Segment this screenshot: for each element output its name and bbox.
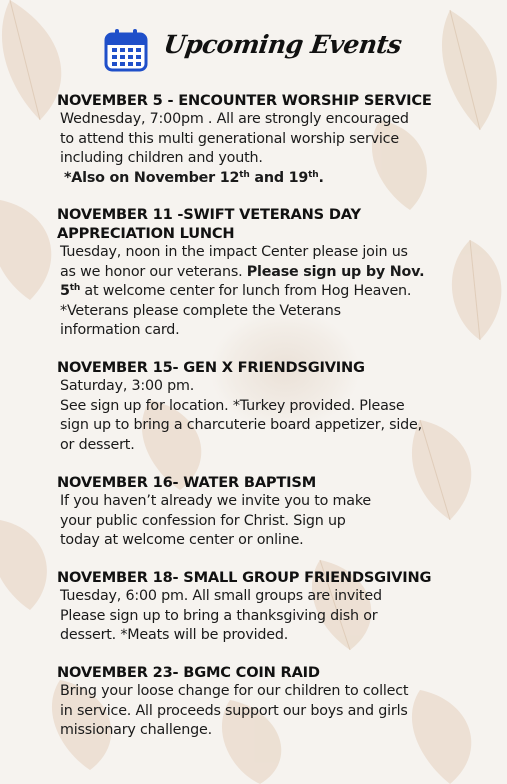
event-line: dessert. *Meats will be provided. xyxy=(60,627,289,643)
event-title: NOVEMBER 5 - ENCOUNTER WORSHIP SERVICE xyxy=(57,92,432,109)
event-description xyxy=(60,492,487,551)
event-title: NOVEMBER 15- GEN X FRIENDSGIVING xyxy=(57,359,365,376)
event-line: in service. All proceeds support our boys and girls xyxy=(60,702,408,719)
event-title: NOVEMBER 23- BGMC COIN RAID xyxy=(57,664,320,681)
event-nov-5 xyxy=(57,91,487,188)
event-line: today at welcome center or online. xyxy=(60,532,304,548)
event-line: to attend this multi generational worship service xyxy=(60,130,399,147)
event-line: your public confession for Christ. Sign up xyxy=(60,512,346,529)
event-line: Wednesday, 7:00pm . All are strongly encouraged xyxy=(60,111,409,127)
event-line: See sign up for location. *Turkey provided. Please xyxy=(60,397,405,414)
event-description xyxy=(60,377,487,455)
event-line: sign up to bring a charcuterie board appetizer, side, xyxy=(60,417,422,433)
event-line: If you haven’t already we invite you to make xyxy=(60,493,371,509)
event-description xyxy=(60,243,487,341)
event-line: information card. xyxy=(60,322,180,338)
event-line: Please sign up to bring a thanksgiving dish or xyxy=(60,607,378,624)
event-line: 5th at welcome center for lunch from Hog Heaven. xyxy=(60,283,412,299)
page-title: Upcoming Events xyxy=(161,30,404,59)
event-title: NOVEMBER 16- WATER BAPTISM xyxy=(57,474,317,491)
event-nov-23 xyxy=(57,663,487,741)
event-line: *Veterans please complete the Veterans xyxy=(60,302,341,319)
event-nov-15 xyxy=(57,358,487,455)
event-description xyxy=(60,110,487,188)
event-line: as we honor our veterans. Please sign up by Nov. xyxy=(60,263,425,280)
event-description xyxy=(60,587,487,646)
event-note: *Also on November 12th and 19th. xyxy=(64,169,324,186)
event-title: NOVEMBER 18- SMALL GROUP FRIENDSGIVING xyxy=(57,569,432,586)
event-description xyxy=(60,682,487,741)
event-line: Bring your loose change for our children to collect xyxy=(60,683,409,699)
event-line: Tuesday, noon in the impact Center please join us xyxy=(60,244,408,260)
event-nov-18 xyxy=(57,568,487,646)
calendar-icon xyxy=(104,28,148,72)
header xyxy=(104,26,404,74)
event-line: missionary challenge. xyxy=(60,722,212,738)
event-line: or dessert. xyxy=(60,436,135,453)
event-title: NOVEMBER 11 -SWIFT VETERANS DAY APPRECIATION LUNCH xyxy=(57,206,361,242)
event-line: including children and youth. xyxy=(60,150,263,166)
event-line: Saturday, 3:00 pm. xyxy=(60,378,195,394)
event-nov-11 xyxy=(57,205,487,341)
event-nov-16 xyxy=(57,473,487,551)
event-line: Tuesday, 6:00 pm. All small groups are invited xyxy=(60,588,382,604)
